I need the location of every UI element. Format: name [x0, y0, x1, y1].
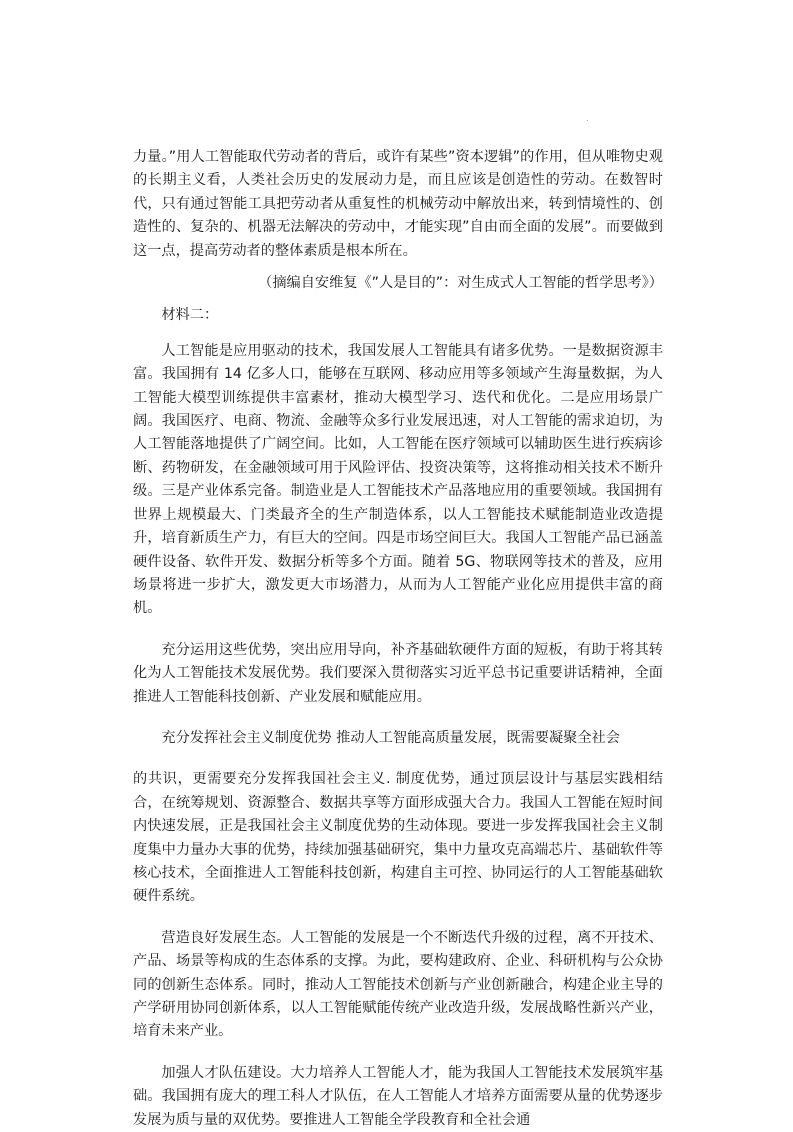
paragraph-system-advantage-body: 的共识，更需要充分发挥我国社会主义. 制度优势，通过顶层设计与基层实践相结合，在统筹规划、资源整合、数据共享等方面形成强大合力。我国人工智能在短时间内快速发展，正是我国社会主义制度优势的生动体现。要进一步发挥我国社会主义制度集中力量办大事的优势，持续加强基础研究，集中力量攻克高端芯片、基础软件等核心技术，全面推进人工智能科技创新，构建自主可控、协同运行的人工智能基础软硬件系统。	[133, 771, 663, 905]
continued-paragraph: 力量。”用人工智能取代劳动者的背后，或许有某些”资本逻辑”的作用，但从唯物史观的长期主义看，人类社会历史的发展动力是，而且应该是创造性的劳动。在数智时代，只有通过智能工具把劳动者从重复性的机械劳动中解放出来，转到情境性的、创造性的、复杂的、机器无法解决的劳动中，才能实现”自由而全面的发展”。而要做到这一点，提高劳动者的整体素质是根本所在。	[133, 149, 663, 259]
document-body	[133, 146, 663, 1132]
page-mark: .	[586, 114, 589, 123]
paragraph-system-advantage-head: 充分发挥社会主义制度优势 推动人工智能高质量发展，既需要凝聚全社会	[161, 729, 620, 746]
paragraph-talent: 加强人才队伍建设。大力培养人工智能人才，能为我国人工智能技术发展筑牢基础。我国拥有庞大的理工科人才队伍，在人工智能人才培养方面需要从量的优势逐步发展为质与量的双优势。要推进人工智能全学段教育和全社会通	[133, 1064, 663, 1128]
material-two-label: 材料二：	[161, 307, 219, 324]
paragraph-advantages: 人工智能是应用驱动的技术，我国发展人工智能具有诸多优势。一是数据资源丰富。我国拥有 14 亿多人口，能够在互联网、移动应用等多领域产生海量数据，为人工智能大模型训练提供丰富素材，推动大模型学习、迭代和优化。二是应用场景广阔。我国医疗、电商、物流、金融等众多行业发展迅速，对人工智能的需求迫切，为人工智能落地提供了广阔空间。比如，人工智能在医疗领域可以辅助医生进行疾病诊断、药物研发，在金融领域可用于风险评估、投资决策等，这将推动相关技术不断升级。三是产业体系完备。制造业是人工智能技术产品落地应用的重要领域。我国拥有世界上规模最大、门类最齐全的生产制造体系，以人工智能技术赋能制造业改造提升，培育新质生产力，有巨大的空间。四是市场空间巨大。我国人工智能产品已涵盖硬件设备、软件开发、数据分析等多个方面。随着 5G、物联网等技术的普及，应用场景将进一步扩大，激发更大市场潜力，从而为人工智能产业化应用提供丰富的商机。	[133, 342, 663, 617]
paragraph-ecosystem: 营造良好发展生态。人工智能的发展是一个不断迭代升级的过程，离不开技术、产品、场景等构成的生态体系的支撑。为此，要构建政府、企业、科研机构与公众协同的创新生态体系。同时，推动人工智能技术创新与产业创新融合，构建企业主导的产学研用协同创新体系，以人工智能赋能传统产业改造升级，发展战略性新兴产业，培育未来产业。	[133, 929, 663, 1040]
paragraph-utilize-advantages: 充分运用这些优势，突出应用导向，补齐基础软硬件方面的短板，有助于将其转化为人工智能技术发展优势。我们要深入贯彻落实习近平总书记重要讲话精神，全面推进人工智能科技创新、产业发展和赋能应用。	[133, 641, 663, 705]
source-note: （摘编自安维复《”人是目的”：对生成式人工智能的哲学思考》）	[258, 275, 663, 292]
